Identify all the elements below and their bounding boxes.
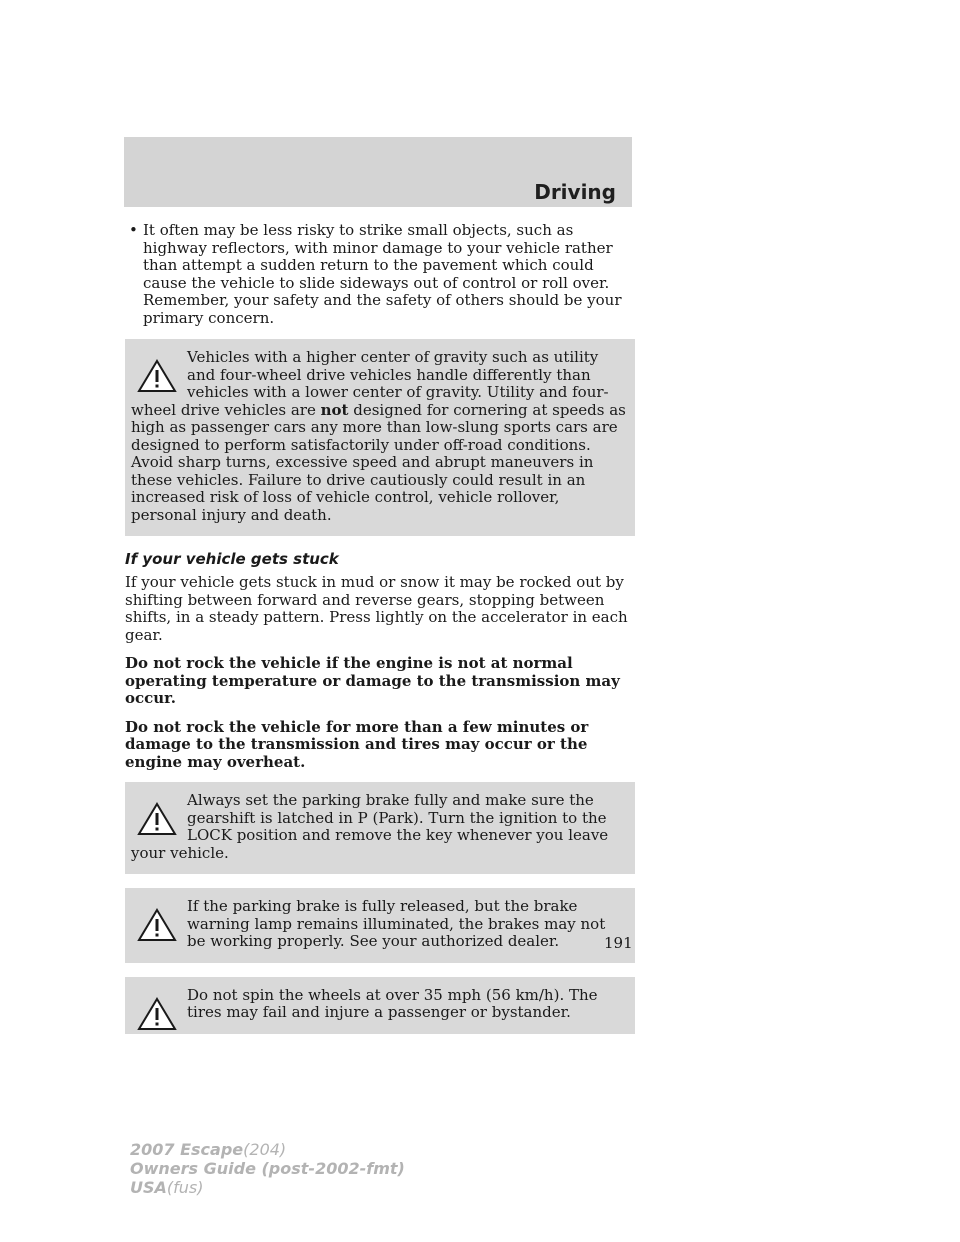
warning-triangle-icon [137, 802, 177, 836]
warning-box-wheel-spin [125, 977, 635, 1034]
body-paragraph: If your vehicle gets stuck in mud or snow it may be rocked out by shifting between forward and reverse gears, stopping between shifts, in a steady pattern. Press lightly on the accelerator in each gear. [125, 573, 628, 644]
warning-box-brake-lamp [125, 888, 635, 963]
section-title: Driving [534, 180, 616, 204]
section-heading: If your vehicle gets stuck [125, 550, 339, 568]
section-header-band [124, 137, 632, 207]
footer-line-1: 2007 Escape(204) [130, 1140, 287, 1159]
document-footer [130, 1140, 405, 1197]
page-number: 191 [604, 934, 633, 952]
warning-triangle-icon [137, 359, 177, 393]
warning-triangle-icon [137, 997, 177, 1031]
footer-line-2: Owners Guide (post-2002-fmt) [130, 1159, 405, 1178]
bold-paragraph: Do not rock the vehicle if the engine is not at normal operating temperature or damage to the transmission may occur. [125, 654, 620, 707]
bold-paragraph: Do not rock the vehicle for more than a few minutes or damage to the transmission and tires may occur or the engine may overheat. [125, 717, 589, 771]
page-content [125, 222, 635, 1048]
warning-text: Always set the parking brake fully and make sure the gearshift is latched in P (Park). Turn the ignition to the LOCK position and remove the key whenever you leave your vehicle. [131, 791, 609, 862]
bullet-dot: • [129, 221, 138, 239]
warning-triangle-icon [137, 908, 177, 942]
bullet-text: It often may be less risky to strike small objects, such as highway reflectors, with minor damage to your vehicle rather than attempt a sudden return to the pavement which could cause the vehicle to slide sideways out of control or roll over. Remember, your safety and the safety of others should be your primary concern. [143, 221, 622, 327]
warning-emphasis: not [320, 400, 349, 419]
warning-box-rollover [125, 339, 635, 536]
bullet-item [125, 222, 635, 327]
warning-box-parking [125, 782, 635, 874]
warning-text: If the parking brake is fully released, but the brake warning lamp remains illuminated, the brakes may not be working properly. See your authorized dealer. [187, 897, 606, 950]
warning-text: Do not spin the wheels at over 35 mph (56 km/h). The tires may fail and injure a passenger or bystander. [187, 985, 598, 1021]
footer-line-3: USA(fus) [130, 1178, 204, 1197]
warning-text: Vehicles with a higher center of gravity such as utility and four-wheel drive vehicles handle differently than vehicles with a lower center of gravity. Utility and four-wheel drive vehicles are not designed for cornering at speeds as high as passenger cars any more than low-slung sports cars are designed to perform satisfactorily under off-road conditions. Avoid sharp turns, excessive speed and abrupt maneuvers in these vehicles. Failure to drive cautiously could result in an increased risk of loss of vehicle control, vehicle rollover, personal injury and death. [131, 348, 626, 524]
